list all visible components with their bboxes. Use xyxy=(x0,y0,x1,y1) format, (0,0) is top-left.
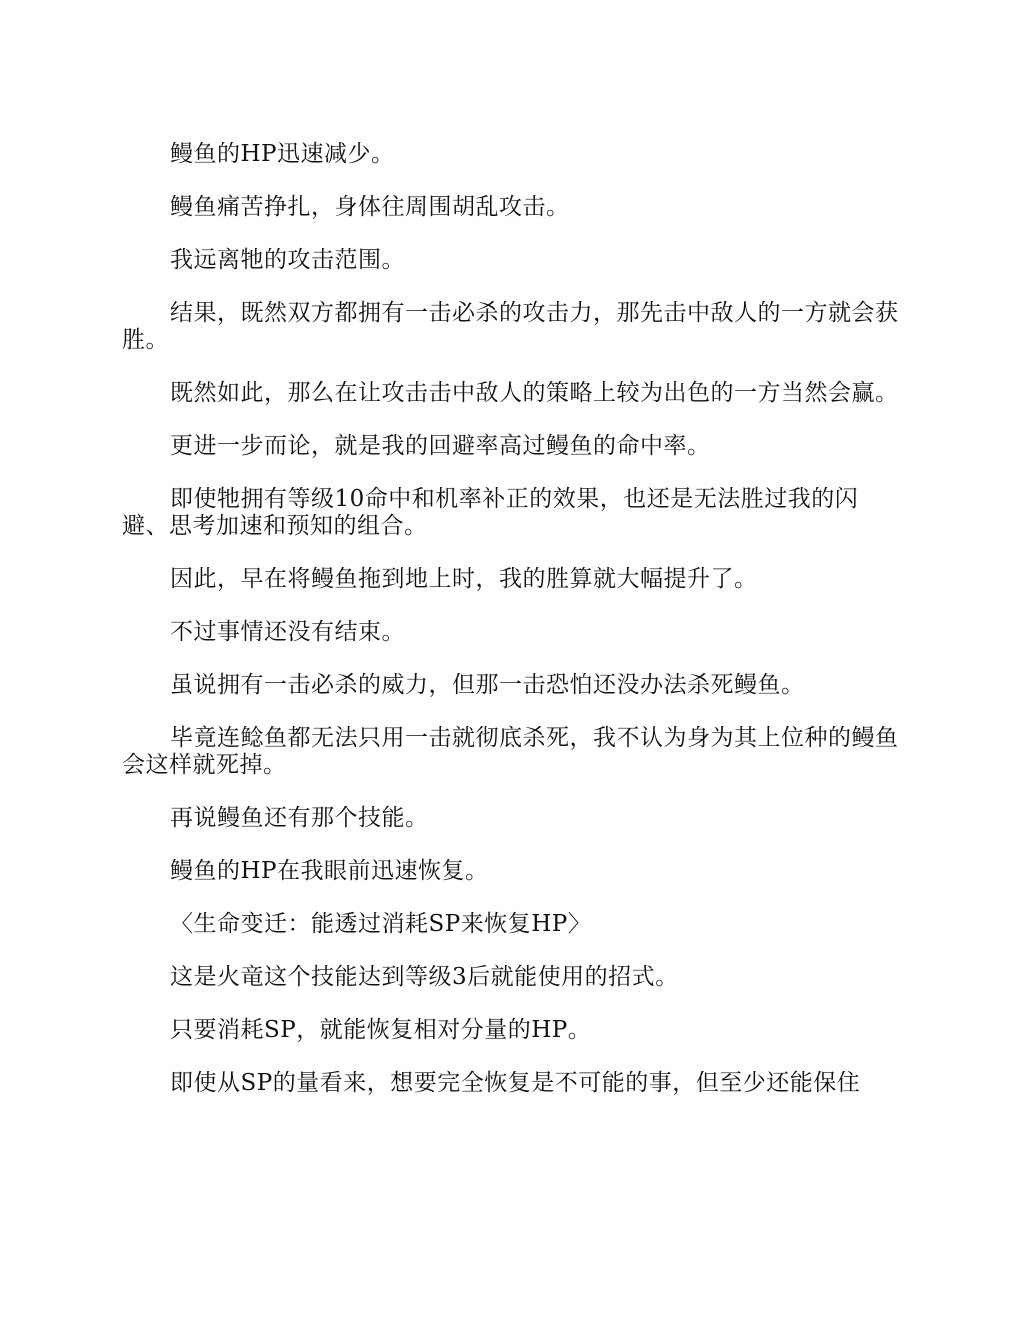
paragraph: 不过事情还没有结束。 xyxy=(170,619,405,645)
paragraph: 再说鳗鱼还有那个技能。 xyxy=(170,805,429,831)
paragraph: 虽说拥有一击必杀的威力，但那一击恐怕还没办法杀死鳗鱼。 xyxy=(170,672,805,698)
paragraph: 即使牠拥有等级10命中和机率补正的效果，也还是无法胜过我的闪避、思考加速和预知的组合。 xyxy=(122,486,859,539)
paragraph: 即使从SP的量看来，想要完全恢复是不可能的事，但至少还能保住 xyxy=(170,1070,861,1096)
body-text xyxy=(122,141,900,1123)
paragraph: 毕竟连鲶鱼都无法只用一击就彻底杀死，我不认为身为其上位种的鳗鱼会这样就死掉。 xyxy=(122,725,899,778)
paragraph: 鳗鱼的HP在我眼前迅速恢复。 xyxy=(170,858,489,884)
paragraph: 只要消耗SP，就能恢复相对分量的HP。 xyxy=(170,1017,592,1043)
paragraph: 更进一步而论，就是我的回避率高过鳗鱼的命中率。 xyxy=(170,433,711,459)
paragraph: 因此，早在将鳗鱼拖到地上时，我的胜算就大幅提升了。 xyxy=(170,566,758,592)
paragraph: 我远离牠的攻击范围。 xyxy=(170,247,405,273)
paragraph: 〈生命变迁：能透过消耗SP来恢复HP〉 xyxy=(170,911,592,937)
paragraph: 鳗鱼痛苦挣扎，身体往周围胡乱攻击。 xyxy=(170,194,570,220)
paragraph: 结果，既然双方都拥有一击必杀的攻击力，那先击中敌人的一方就会获胜。 xyxy=(122,300,899,353)
paragraph: 既然如此，那么在让攻击击中敌人的策略上较为出色的一方当然会赢。 xyxy=(170,380,899,406)
paragraph: 这是火竜这个技能达到等级3后就能使用的招式。 xyxy=(170,964,679,990)
paragraph: 鳗鱼的HP迅速减少。 xyxy=(170,141,395,167)
